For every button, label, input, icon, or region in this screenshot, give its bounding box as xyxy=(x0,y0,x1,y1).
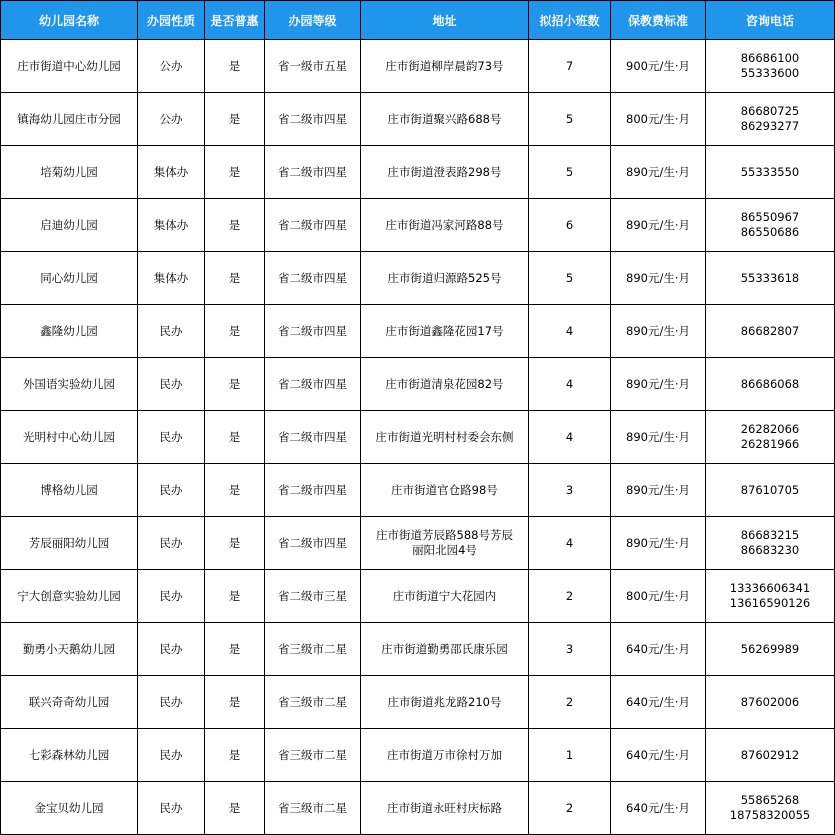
table-row xyxy=(1,199,835,252)
cell-name: 同心幼儿园 xyxy=(1,252,138,305)
cell-fee: 800元/生·月 xyxy=(611,570,706,623)
cell-puhui: 是 xyxy=(205,464,265,517)
phone-number: 86683215 xyxy=(740,528,800,542)
phone-number: 26282066 xyxy=(740,422,800,436)
cell-phone xyxy=(706,358,835,411)
cell-phone xyxy=(706,411,835,464)
cell-level: 省二级市四星 xyxy=(265,93,361,146)
table-row xyxy=(1,729,835,782)
table-row xyxy=(1,782,835,835)
table-row xyxy=(1,40,835,93)
table-header xyxy=(1,1,835,40)
cell-address: 庄市街道兆龙路210号 xyxy=(361,676,529,729)
cell-classes: 2 xyxy=(529,570,611,623)
cell-address: 庄市街道冯家河路88号 xyxy=(361,199,529,252)
cell-fee: 640元/生·月 xyxy=(611,782,706,835)
header-phone: 咨询电话 xyxy=(706,1,835,40)
header-fee: 保教费标准 xyxy=(611,1,706,40)
phone-number: 26281966 xyxy=(740,437,800,451)
cell-type: 民办 xyxy=(138,358,205,411)
cell-level: 省二级市四星 xyxy=(265,199,361,252)
phone-number: 87602912 xyxy=(740,747,800,762)
cell-puhui: 是 xyxy=(205,676,265,729)
phone-number: 86683230 xyxy=(740,543,800,557)
cell-address: 庄市街道勤勇邵氏康乐园 xyxy=(361,623,529,676)
cell-fee: 890元/生·月 xyxy=(611,146,706,199)
cell-classes: 4 xyxy=(529,411,611,464)
cell-type: 民办 xyxy=(138,782,205,835)
cell-address: 庄市街道官仓路98号 xyxy=(361,464,529,517)
cell-address: 庄市街道宁大花园内 xyxy=(361,570,529,623)
cell-phone xyxy=(706,570,835,623)
cell-phone xyxy=(706,252,835,305)
cell-fee: 890元/生·月 xyxy=(611,252,706,305)
cell-level: 省二级市四星 xyxy=(265,411,361,464)
cell-puhui: 是 xyxy=(205,358,265,411)
cell-phone xyxy=(706,729,835,782)
phone-number: 86680725 xyxy=(740,104,800,118)
cell-level: 省三级市二星 xyxy=(265,729,361,782)
cell-fee: 890元/生·月 xyxy=(611,464,706,517)
cell-phone xyxy=(706,40,835,93)
cell-type: 民办 xyxy=(138,623,205,676)
cell-classes: 4 xyxy=(529,358,611,411)
phone-number: 86686068 xyxy=(740,376,800,391)
cell-type: 民办 xyxy=(138,517,205,570)
cell-phone xyxy=(706,93,835,146)
cell-type: 民办 xyxy=(138,411,205,464)
cell-address: 庄市街道万市徐村万加 xyxy=(361,729,529,782)
cell-classes: 7 xyxy=(529,40,611,93)
cell-name: 外国语实验幼儿园 xyxy=(1,358,138,411)
cell-level: 省二级市四星 xyxy=(265,358,361,411)
phone-number: 56269989 xyxy=(740,641,800,656)
cell-fee: 900元/生·月 xyxy=(611,40,706,93)
cell-address: 庄市街道聚兴路688号 xyxy=(361,93,529,146)
table-row xyxy=(1,676,835,729)
cell-address xyxy=(361,517,529,570)
header-puhui: 是否普惠 xyxy=(205,1,265,40)
cell-fee: 890元/生·月 xyxy=(611,358,706,411)
cell-classes: 3 xyxy=(529,464,611,517)
cell-fee: 890元/生·月 xyxy=(611,199,706,252)
phone-number: 86550967 xyxy=(740,210,800,224)
cell-type: 民办 xyxy=(138,305,205,358)
cell-classes: 4 xyxy=(529,517,611,570)
cell-phone xyxy=(706,146,835,199)
table-row xyxy=(1,411,835,464)
cell-phone xyxy=(706,305,835,358)
table-row xyxy=(1,305,835,358)
phone-number: 55865268 xyxy=(740,793,800,807)
cell-puhui: 是 xyxy=(205,782,265,835)
phone-number: 55333600 xyxy=(740,66,800,80)
cell-name: 联兴奇奇幼儿园 xyxy=(1,676,138,729)
phone-number: 86682807 xyxy=(740,323,800,338)
phone-number: 86686100 xyxy=(740,51,800,65)
cell-address: 庄市街道柳岸晨韵73号 xyxy=(361,40,529,93)
phone-number: 86293277 xyxy=(740,119,800,133)
cell-puhui: 是 xyxy=(205,570,265,623)
table-row xyxy=(1,464,835,517)
table-body xyxy=(1,40,835,835)
table-row xyxy=(1,146,835,199)
phone-number: 18758320055 xyxy=(729,808,811,822)
cell-level: 省二级市四星 xyxy=(265,252,361,305)
cell-puhui: 是 xyxy=(205,252,265,305)
cell-fee: 890元/生·月 xyxy=(611,305,706,358)
address-line: 庄市街道芳辰路588号芳辰 xyxy=(376,528,513,542)
cell-type: 民办 xyxy=(138,676,205,729)
cell-classes: 6 xyxy=(529,199,611,252)
cell-classes: 4 xyxy=(529,305,611,358)
cell-fee: 800元/生·月 xyxy=(611,93,706,146)
cell-classes: 1 xyxy=(529,729,611,782)
table-row xyxy=(1,358,835,411)
cell-classes: 5 xyxy=(529,252,611,305)
phone-number: 55333618 xyxy=(740,270,800,285)
cell-classes: 5 xyxy=(529,93,611,146)
phone-number: 13616590126 xyxy=(729,596,811,610)
table-row xyxy=(1,252,835,305)
header-row xyxy=(1,1,835,40)
cell-level: 省一级市五星 xyxy=(265,40,361,93)
cell-type: 集体办 xyxy=(138,199,205,252)
cell-name: 启迪幼儿园 xyxy=(1,199,138,252)
header-classes: 拟招小班数 xyxy=(529,1,611,40)
phone-number: 87602006 xyxy=(740,694,800,709)
cell-puhui: 是 xyxy=(205,146,265,199)
cell-address: 庄市街道澄表路298号 xyxy=(361,146,529,199)
cell-level: 省三级市二星 xyxy=(265,623,361,676)
cell-type: 公办 xyxy=(138,40,205,93)
cell-puhui: 是 xyxy=(205,623,265,676)
cell-phone xyxy=(706,464,835,517)
cell-puhui: 是 xyxy=(205,517,265,570)
cell-puhui: 是 xyxy=(205,729,265,782)
cell-puhui: 是 xyxy=(205,199,265,252)
cell-name: 光明村中心幼儿园 xyxy=(1,411,138,464)
cell-classes: 5 xyxy=(529,146,611,199)
cell-type: 集体办 xyxy=(138,252,205,305)
cell-phone xyxy=(706,199,835,252)
cell-address: 庄市街道归源路525号 xyxy=(361,252,529,305)
table-row xyxy=(1,517,835,570)
cell-classes: 2 xyxy=(529,676,611,729)
header-level: 办园等级 xyxy=(265,1,361,40)
phone-number: 86550686 xyxy=(740,225,800,239)
cell-name: 七彩森林幼儿园 xyxy=(1,729,138,782)
cell-name: 博格幼儿园 xyxy=(1,464,138,517)
cell-address: 庄市街道清泉花园82号 xyxy=(361,358,529,411)
cell-type: 民办 xyxy=(138,464,205,517)
cell-classes: 3 xyxy=(529,623,611,676)
cell-puhui: 是 xyxy=(205,93,265,146)
cell-fee: 640元/生·月 xyxy=(611,729,706,782)
cell-classes: 2 xyxy=(529,782,611,835)
table-row xyxy=(1,623,835,676)
cell-name: 鑫隆幼儿园 xyxy=(1,305,138,358)
cell-address: 庄市街道永旺村庆标路 xyxy=(361,782,529,835)
cell-address: 庄市街道鑫隆花园17号 xyxy=(361,305,529,358)
address-line: 丽阳北园4号 xyxy=(412,543,477,557)
cell-name: 镇海幼儿园庄市分园 xyxy=(1,93,138,146)
cell-puhui: 是 xyxy=(205,40,265,93)
cell-puhui: 是 xyxy=(205,305,265,358)
cell-level: 省三级市二星 xyxy=(265,782,361,835)
cell-level: 省二级市四星 xyxy=(265,146,361,199)
cell-fee: 890元/生·月 xyxy=(611,517,706,570)
cell-fee: 890元/生·月 xyxy=(611,411,706,464)
cell-puhui: 是 xyxy=(205,411,265,464)
cell-type: 公办 xyxy=(138,93,205,146)
cell-level: 省二级市四星 xyxy=(265,305,361,358)
cell-fee: 640元/生·月 xyxy=(611,676,706,729)
cell-phone xyxy=(706,782,835,835)
phone-number: 13336606341 xyxy=(729,581,811,595)
phone-number: 87610705 xyxy=(740,482,800,497)
cell-name: 芳辰丽阳幼儿园 xyxy=(1,517,138,570)
table-row xyxy=(1,93,835,146)
table-row xyxy=(1,570,835,623)
cell-name: 宁大创意实验幼儿园 xyxy=(1,570,138,623)
header-name: 幼儿园名称 xyxy=(1,1,138,40)
cell-fee: 640元/生·月 xyxy=(611,623,706,676)
cell-level: 省二级市三星 xyxy=(265,570,361,623)
cell-name: 培菊幼儿园 xyxy=(1,146,138,199)
cell-phone xyxy=(706,623,835,676)
cell-name: 金宝贝幼儿园 xyxy=(1,782,138,835)
cell-phone xyxy=(706,517,835,570)
cell-level: 省二级市四星 xyxy=(265,517,361,570)
cell-level: 省三级市二星 xyxy=(265,676,361,729)
cell-phone xyxy=(706,676,835,729)
header-address: 地址 xyxy=(361,1,529,40)
cell-type: 集体办 xyxy=(138,146,205,199)
cell-type: 民办 xyxy=(138,729,205,782)
cell-name: 勤勇小天鹅幼儿园 xyxy=(1,623,138,676)
header-type: 办园性质 xyxy=(138,1,205,40)
cell-type: 民办 xyxy=(138,570,205,623)
phone-number: 55333550 xyxy=(740,164,800,179)
cell-level: 省二级市四星 xyxy=(265,464,361,517)
cell-name: 庄市街道中心幼儿园 xyxy=(1,40,138,93)
cell-address: 庄市街道光明村村委会东侧 xyxy=(361,411,529,464)
